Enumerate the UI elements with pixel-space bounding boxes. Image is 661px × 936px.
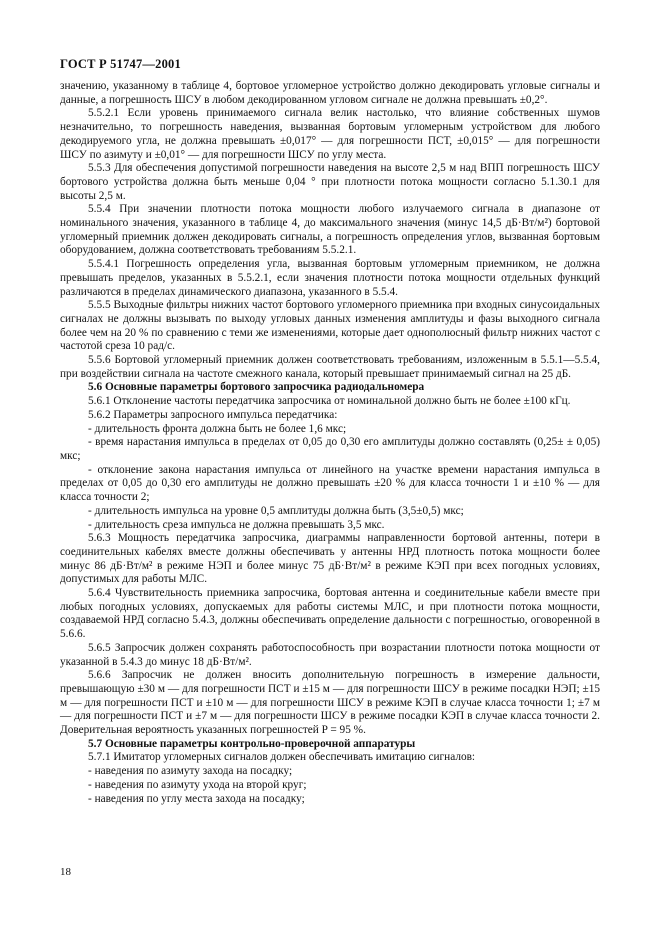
paragraph: 5.6.4 Чувствительность приемника запросчика, бортовая антенна и соединительные кабели вместе при любых погодных условиях, допускаемых для работы системы МЛС, и при плотности потока мощности, создаваемой НРД согласно 5.4.3, должны обеспечивать определение дальности с погрешностью, оговоренной в 5.6.6.: [60, 587, 600, 641]
paragraph: - длительность импульса на уровне 0,5 амплитуды должна быть (3,5±0,5) мкс;: [88, 504, 464, 517]
paragraph: - отклонение закона нарастания импульса от линейного на участке времени нарастания импульса в пределах от 0,05 до 0,30 его амплитуды не должно превышать ±20 % для класса точности 1 и ±10 % — для класса точности 2;: [60, 463, 600, 504]
paragraph: - наведения по азимуту ухода на второй круг;: [88, 778, 307, 791]
paragraph: 5.6.1 Отклонение частоты передатчика запросчика от номинальной должно быть не более ±100 кГц.: [88, 395, 571, 408]
paragraph: 5.5.4.1 Погрешность определения угла, вызванная бортовым угломерным приемником, не должна превышать пределов, указанных в 5.5.2.1, если значения плотности потока мощности отдельных функций различаются в пределах динамического диапазона, указанного в 5.5.4.: [60, 258, 600, 298]
paragraph: 5.6.6 Запросчик не должен вносить дополнительную погрешность в измерение дальности, превышающую ±30 м — для погрешности ПСТ и ±15 м — для погрешности ШСУ в режиме посадки НЭП; ±15 м — для погрешности ПСТ и ±10 м — для погрешности ШСУ в режиме КЭП в случае класса точности 1; ±7 м — для погрешности ПСТ и ±7 м — для погрешности ШСУ в режиме посадки КЭП в случае класса точности 2. Доверительная вероятность указанных погрешностей P = 95 %.: [60, 669, 600, 737]
section-heading: 5.6 Основные параметры бортового запросчика радиодальномера: [88, 381, 425, 394]
paragraph: 5.6.5 Запросчик должен сохранять работоспособность при возрастании плотности потока мощности от указанной в 5.4.3 до минус 18 дБ·Вт/м².: [60, 641, 600, 668]
section-heading: 5.7 Основные параметры контрольно-проверочной аппаратуры: [88, 737, 416, 750]
paragraph: - длительность фронта должна быть не более 1,6 мкс;: [88, 422, 347, 435]
document-body: [60, 80, 600, 806]
paragraph: - наведения по азимуту захода на посадку;: [88, 765, 293, 778]
document-header: ГОСТ Р 51747—2001: [60, 57, 181, 71]
paragraph: - длительность среза импульса не должна превышать 3,5 мкс.: [88, 518, 385, 531]
paragraph: 5.5.6 Бортовой угломерный приемник должен соответствовать требованиям, изложенным в 5.5.1—5.5.4, при воздействии сигнала на частоте смежного канала, который превышает принимаемый сигнал на 25 дБ.: [60, 354, 600, 380]
paragraph: 5.5.5 Выходные фильтры нижних частот бортового угломерного приемника при входных синусоидальных сигналах не должны вызывать по выходу угловых данных изменения амплитуды и фазы выходного сигнала более чем на 20 % по сравнению с теми же изменениями, которые дает однополюсный фильтр нижних частот с частотой среза 10 рад/с.: [60, 299, 600, 353]
paragraph: - время нарастания импульса в пределах от 0,05 до 0,30 его амплитуды должно составлять (0,25± ± 0,05) мкс;: [60, 436, 600, 462]
paragraph: 5.5.4 При значении плотности потока мощности любого излучаемого сигнала в диапазоне от номинального значения, указанного в таблице 4, до максимального значения (минус 14,5 дБ·Вт/м²) бортовой угломерный приемник должен декодировать сигналы, а погрешность определения углов, вызванная бортовым оборудованием, должна соответствовать требованиям 5.5.2.1.: [60, 203, 600, 257]
paragraph: 5.6.2 Параметры запросного импульса передатчика:: [88, 408, 338, 421]
paragraph: 5.5.2.1 Если уровень принимаемого сигнала велик настолько, что влияние собственных шумов незначительно, то погрешность наведения, вызванная бортовым угломерным устройством для любого декодируемого угла, не должна превышать ±0,017° — для погрешности ПСТ, ±0,015° — для погрешности ШСУ по азимуту и ±0,01° — для погрешности ШСУ по углу места.: [60, 107, 600, 161]
paragraph: 5.7.1 Имитатор угломерных сигналов должен обеспечивать имитацию сигналов:: [88, 751, 476, 764]
paragraph: 5.6.3 Мощность передатчика запросчика, диаграммы направленности бортовой антенны, потери в соединительных кабелях вместе должны обеспечивать у антенны НРД плотность потока мощности более минус 86 дБ·Вт/м² в режиме НЭП и более минус 75 дБ·Вт/м² в режиме КЭП при всех погодных условиях, допустимых для работы МЛС.: [60, 532, 600, 586]
page-number: 18: [60, 866, 71, 878]
paragraph: 5.5.3 Для обеспечения допустимой погрешности наведения на высоте 2,5 м над ВПП погрешность ШСУ бортового устройства должна быть меньше 0,04 ° при плотности потока мощности согласно 5.1.30.1 для высоты 2,5 м.: [60, 162, 600, 202]
paragraph: - наведения по углу места захода на посадку;: [88, 792, 305, 805]
paragraph: значению, указанному в таблице 4, бортовое угломерное устройство должно декодировать угловые сигналы и данные, а погрешность ШСУ в любом декодированном угловом сигнале не должна превышать ±0,2°.: [60, 80, 600, 106]
